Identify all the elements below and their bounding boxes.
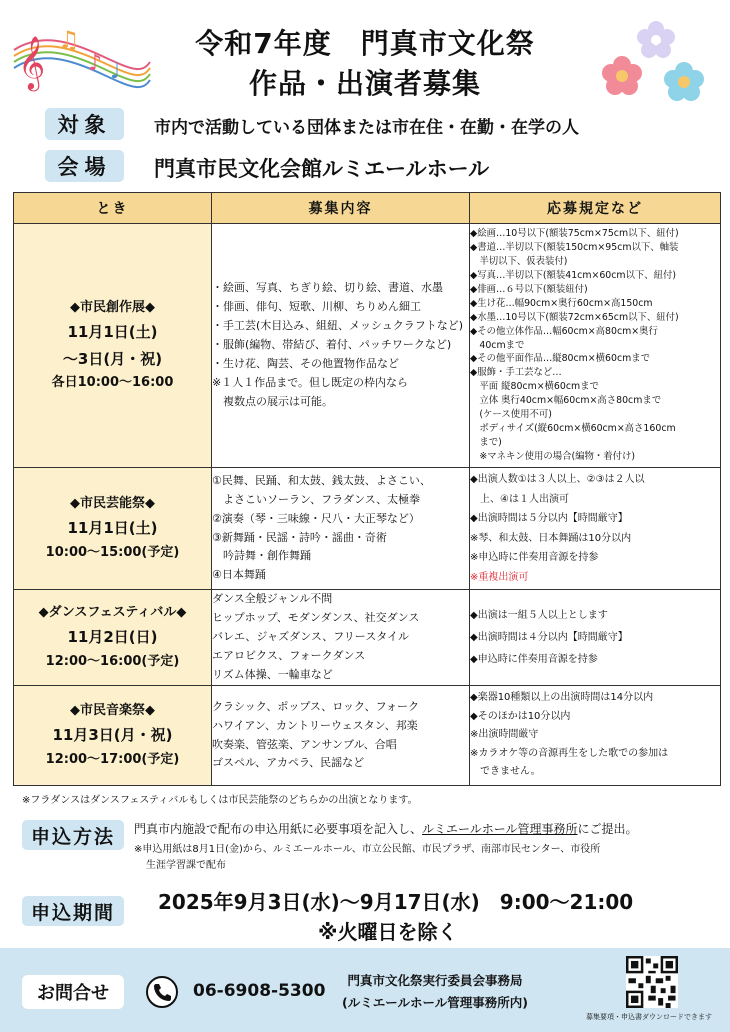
list-item: ◆写真…半切以下(額装41cm×60cm以下、紐付) — [470, 270, 677, 282]
event-time: 各日10:00～16:00 — [51, 374, 174, 390]
apply-method-text-pre: 門真市内施設で配布の申込用紙に必要事項を記入し、 — [134, 822, 423, 836]
contact-phone: 06-6908-5300 — [193, 981, 326, 1001]
contact-org-line: (ルミエールホール管理事務所内) — [342, 994, 528, 1010]
event-time: 12:00～16:00(予定) — [45, 653, 180, 669]
apply-method-text — [134, 820, 638, 837]
apply-method-text-post: にご提出。 — [577, 822, 638, 836]
list-item: ヒップホップ、モダンダンス、社交ダンス — [212, 611, 420, 625]
list-item: 立体 奥行40cm×幅60cm×高さ80cmまで — [470, 395, 662, 407]
target-label: 対象 — [45, 108, 124, 140]
list-item: ◆服飾・手工芸など… — [470, 367, 562, 379]
event-time: 10:00～15:00(予定) — [45, 544, 180, 560]
list-item: 平面 縦80cm×横60cmまで — [470, 381, 599, 393]
phone-icon — [145, 975, 179, 1009]
list-item: ※１人１作品まで。但し既定の枠内なら — [212, 375, 408, 389]
list-item: ※琴、和太鼓、日本舞踊は10分以内 — [470, 532, 632, 544]
event-name: ◆市民創作展◆ — [70, 299, 155, 315]
content-cell — [212, 468, 470, 590]
list-item: クラシック、ポップス、ロック、フォーク — [212, 699, 420, 713]
list-item: ダンス全般ジャンル不問 — [212, 592, 333, 606]
list-item: ハワイアン、カントリーウェスタン、邦楽 — [212, 718, 418, 732]
svg-text:♩: ♩ — [110, 59, 121, 84]
list-item: (ケース使用不可) — [470, 409, 552, 421]
list-item: ・手工芸(木目込み、組紐、メッシュクラフトなど) — [212, 319, 464, 333]
qr-code-icon[interactable] — [626, 956, 678, 1008]
list-item: ボディサイズ(縦60cm×横60cm×高さ160cm — [470, 422, 676, 434]
list-item: ①民舞、民踊、和太鼓、銭太鼓、よさこい、 — [212, 473, 431, 487]
when-cell — [14, 590, 212, 686]
svg-text:♪: ♪ — [88, 51, 103, 76]
apply-method-label: 申込方法 — [22, 820, 124, 850]
event-name: ◆市民音楽祭◆ — [70, 702, 155, 718]
list-item: ※出演時間厳守 — [470, 729, 539, 741]
list-item: ◆その他平面作品…縦80cm×横60cmまで — [470, 353, 650, 365]
header-cell: 応募規定など — [470, 193, 721, 224]
event-date: 11月3日(月・祝) — [52, 726, 173, 745]
list-item: 上、④は１人出演可 — [470, 493, 569, 505]
event-name: ◆ダンスフェスティバル◆ — [38, 604, 187, 620]
svg-text:♫: ♫ — [58, 26, 80, 54]
table-row — [14, 468, 721, 590]
list-item: まで) — [470, 436, 502, 448]
recruitment-table — [13, 192, 721, 786]
list-item: ※申込時に伴奏用音源を持参 — [470, 552, 599, 563]
apply-period-label: 申込期間 — [22, 896, 124, 926]
table-row — [14, 224, 721, 468]
table-row — [14, 590, 721, 686]
list-item: ◆出演時間は５分以内【時間厳守】 — [470, 513, 628, 524]
list-item: できません。 — [470, 766, 541, 778]
list-item: ◆その他立体作品…幅60cm×高80cm×奥行 — [470, 325, 658, 337]
list-item: ◆出演時間は４分以内【時間厳守】 — [470, 631, 628, 643]
list-item: ◆楽器10種類以上の出演時間は14分以内 — [470, 692, 654, 704]
list-item: リズム体操、一輪車など — [212, 667, 333, 681]
apply-period-exclusion: ※火曜日を除く — [318, 920, 458, 944]
list-item: ※カラオケ等の音源再生をした歌での参加は — [470, 747, 669, 759]
apply-period-dates: 2025年9月3日(水)～9月17日(水) 9:00～21:00 — [158, 890, 634, 914]
list-item: エアロビクス、フォークダンス — [212, 648, 366, 662]
list-item: 複数点の展示は可能。 — [212, 394, 333, 408]
header-cell: 募集内容 — [212, 193, 470, 224]
apply-method-note: 生涯学習課で配布 — [146, 860, 226, 871]
event-date: 11月1日(土) — [67, 519, 158, 538]
table-header-row — [14, 193, 721, 224]
list-item: 吟詩舞・創作舞踊 — [212, 549, 311, 563]
list-item: よさこいソーラン、フラダンス、太極拳 — [212, 492, 421, 506]
list-item: ②演奏（琴・三味線・尺八・大正琴など） — [212, 511, 420, 525]
contact-org — [320, 970, 550, 1014]
list-item: ◆出演は一組５人以上とします — [470, 609, 608, 621]
table-note: ※フラダンスはダンスフェスティバルもしくは市民芸能祭のどちらかの出演となります。 — [22, 795, 418, 806]
rules-cell — [470, 468, 721, 590]
list-item: ・生け花、陶芸、その他置物作品など — [212, 356, 399, 370]
list-item: ◆生け花…幅90cm×奥行60cm×高150cm — [470, 297, 653, 309]
header-cell: とき — [14, 193, 212, 224]
contact-org-line: 門真市文化祭実行委員会事務局 — [347, 973, 523, 988]
list-item: バレエ、ジャズダンス、フリースタイル — [212, 630, 410, 644]
event-date: 11月2日(日) — [67, 628, 158, 647]
list-item: ③新舞踊・民謡・詩吟・謡曲・奇術 — [212, 530, 387, 544]
qr-caption: 募集要項・申込書ダウンロードできます — [586, 1013, 712, 1021]
event-name: ◆市民芸能祭◆ — [70, 495, 155, 511]
event-time: 12:00～17:00(予定) — [45, 751, 180, 767]
target-text: 市内で活動している団体または市在住・在勤・在学の人 — [154, 118, 579, 138]
when-cell — [14, 224, 212, 468]
rules-cell — [470, 590, 721, 686]
apply-office-link: ルミエールホール管理事務所 — [422, 822, 578, 836]
list-item: ◆そのほかは10分以内 — [470, 710, 571, 722]
list-item: ④日本舞踊 — [212, 568, 266, 582]
list-item: ◆出演人数①は３人以上、②③は２人以 — [470, 474, 645, 485]
list-item: ◆書道…半切以下(額装150cm×95cm以下、軸装 — [470, 242, 679, 254]
when-cell — [14, 468, 212, 590]
content-cell — [212, 686, 470, 786]
page-subtitle: 作品・出演者募集 — [248, 67, 481, 100]
venue-text: 門真市民文化会館ルミエールホール — [154, 157, 490, 181]
list-item: ◆申込時に伴奏用音源を持参 — [470, 653, 598, 665]
contact-label: お問合せ — [22, 975, 124, 1009]
list-item: ・俳画、俳句、短歌、川柳、ちりめん細工 — [212, 300, 421, 314]
event-date: ～3日(月・祝) — [62, 349, 163, 368]
list-item: ・絵画、写真、ちぎり絵、切り絵、書道、水墨 — [212, 281, 443, 295]
apply-method-note: ※申込用紙は8月1日(金)から、ルミエールホール、市立公民館、市民プラザ、南部市民センター、市役所 — [134, 844, 601, 855]
list-item-highlight: ※重複出演可 — [470, 571, 529, 583]
rules-cell — [470, 686, 721, 786]
list-item: 40cmまで — [470, 339, 525, 351]
rules-cell — [470, 224, 721, 468]
content-cell — [212, 224, 470, 468]
list-item: ・服飾(編物、帯結び、着付、パッチワークなど) — [212, 338, 452, 352]
content-cell — [212, 590, 470, 686]
table-row — [14, 686, 721, 786]
when-cell — [14, 686, 212, 786]
list-item: 半切以下、仮表装付) — [470, 256, 568, 268]
list-item: ゴスペル、アカペラ、民謡など — [212, 756, 365, 770]
event-date: 11月1日(土) — [67, 323, 158, 342]
page-title: 令和7年度 門真市文化祭 — [195, 27, 535, 60]
venue-label: 会場 — [45, 150, 124, 182]
svg-text:𝄞: 𝄞 — [18, 35, 46, 89]
list-item: ◆絵画…10号以下(額装75cm×75cm以下、紐付) — [470, 228, 679, 240]
list-item: 吹奏楽、管弦楽、アンサンブル、合唱 — [212, 737, 397, 751]
list-item: ◆水墨…10号以下(額装72cm×65cm以下、紐付) — [470, 311, 679, 323]
list-item: ※マネキン使用の場合(編物・着付け) — [470, 450, 636, 462]
list-item: ◆俳画…６号以下(額装紐付) — [470, 283, 588, 295]
